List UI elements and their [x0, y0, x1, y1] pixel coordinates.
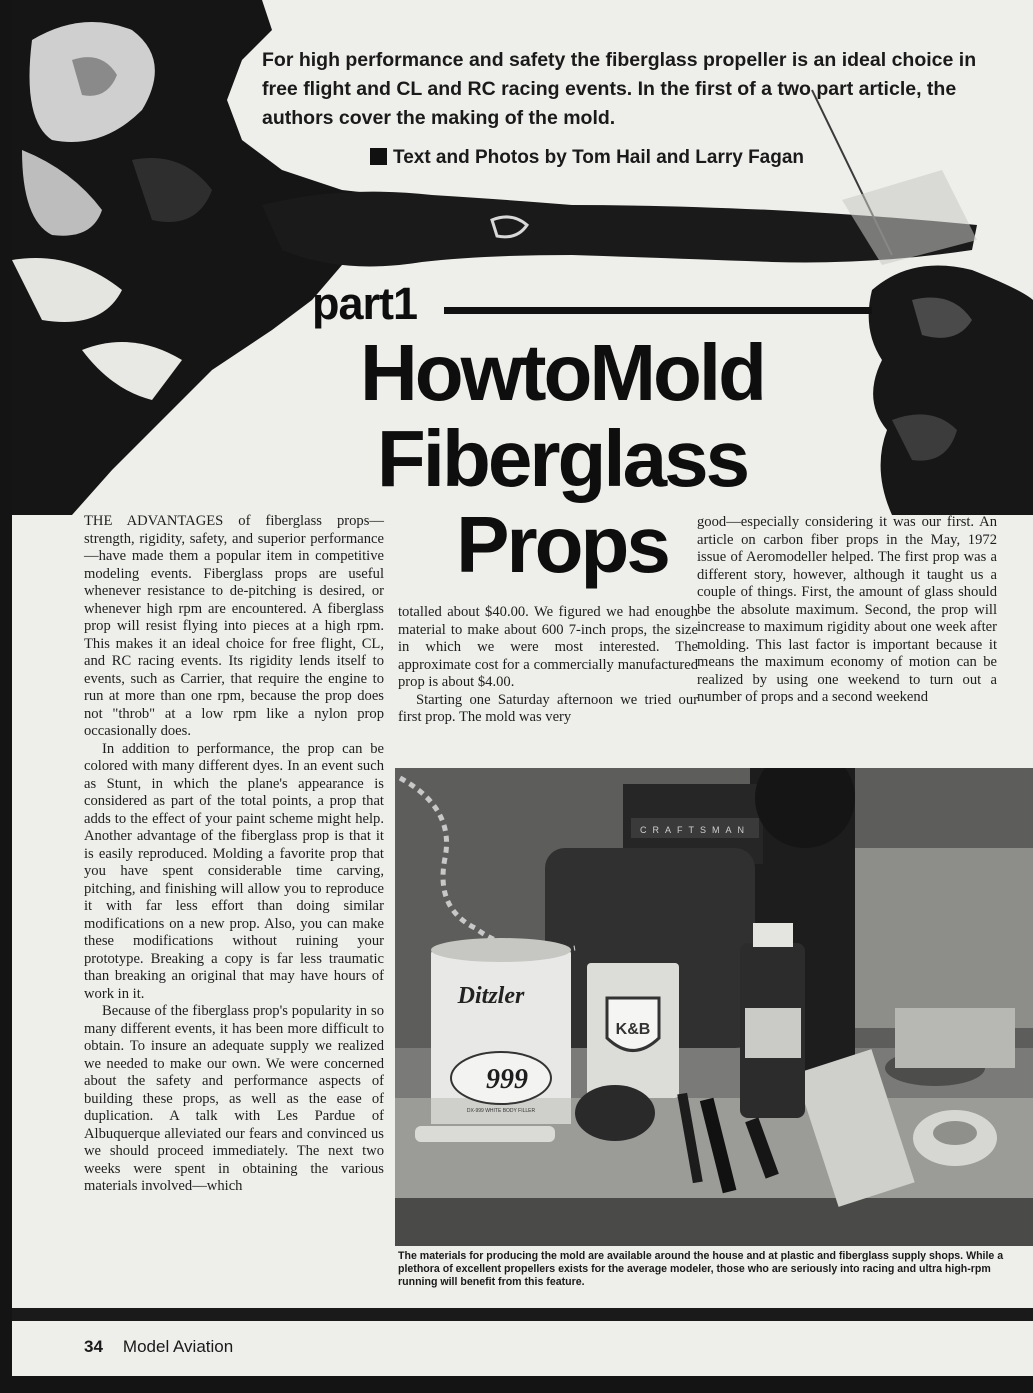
article-column-3	[697, 514, 997, 707]
byline-text: Text and Photos by Tom Hail and Larry Fagan	[393, 147, 805, 168]
magazine-page	[12, 0, 1033, 1376]
paragraph: In addition to performance, the prop can be colored with many different dyes. In an event such as Stunt, in which the plane's appearance is considered as part of the total points, a prop that adds to the effect of your paint scheme might help. Another advantage of the fiberglass prop is that it is easily reproduced. Molding a favorite prop that you have spent considerable time carving, pitching, and finishing will allow you to reproduce it with far less effort than doing similar modifications on a new prop. Also, you can make these modifications without ruining your prototype. Breaking a copy is far less traumatic than breaking an original that may have hours of work in it.	[84, 740, 384, 1002]
article-column-1	[84, 513, 384, 1196]
paragraph: good—especially considering it was our first. An article on carbon fiber props in the May, 1972 issue of Aeromodeller helped. The first prop was a different story, however, although it taught us a couple of things. First, the amount of glass should be the absolute maximum. Second, the prop will increase to maximum rigidity about one week after molding. This last factor is important because it means the maximum economy of motion can be realized by using one weekend to turn out a number of props and a second weekend	[697, 514, 997, 705]
headline-line-2: Fiberglass	[376, 414, 748, 503]
photo-caption: The materials for producing the mold are available around the house and at plastic and fiberglass supply shops. While a plethora of excellent propellers exists for the average modeler, those who are seriously into racing and ultra high-rpm running will benefit from this feature.	[398, 1250, 1004, 1288]
byline-bullet	[370, 148, 387, 165]
paragraph: Starting one Saturday afternoon we tried our first prop. The mold was very	[398, 691, 698, 725]
headline-line-3: Props	[456, 500, 668, 589]
can-brand-ditzler: Ditzler	[457, 983, 525, 1009]
materials-photo	[395, 768, 1033, 1246]
byline	[370, 147, 804, 169]
article-deck	[262, 46, 1002, 133]
drill-brand-label: CRAFTSMAN	[640, 825, 750, 835]
article-column-2	[398, 604, 698, 727]
paragraph: THE ADVANTAGES of fiberglass props—strength, rigidity, safety, and superior performance—have made them a popular item in competitive modeling events. Fiberglass props are useful whenever resistance to de-pitching is desired, or whenever high rpm are encountered. A fiberglass prop will resist flying into pieces at a high rpm. This makes it an ideal choice for free flight, CL, and RC racing events. Its rigidity lends itself to events, such as Carrier, that require the engine to run at more than one rpm, because the prop does not "throb" at a low rpm like a nylon prop occasionally does.	[84, 513, 384, 739]
footer-rule	[12, 1308, 1033, 1321]
page-footer	[84, 1337, 233, 1357]
magazine-name: Model Aviation	[122, 1337, 234, 1356]
paragraph: Because of the fiberglass prop's popularity in so many different events, it has been more difficult to obtain. To insure an adequate supply we realized we needed to make our own. We were concerned about the safety and performance aspects of building these props, as well as the ease of duplication. A talk with Les Pardue of Albuquerque alleviated our fears and convinced us we should proceed immediately. The next two weeks were spent in obtaining the various materials involved—which	[84, 1003, 384, 1194]
page-number: 34	[84, 1337, 103, 1356]
can-small-label: DX-999 WHITE BODY FILLER	[466, 1108, 536, 1114]
deck-text: For high performance and safety the fiberglass propeller is an ideal choice in free flight and CL and RC racing events. In the first of a two part article, the authors cover the making of the mold.	[262, 49, 977, 129]
can-logo-kb: K&B	[615, 1021, 651, 1038]
paragraph: totalled about $40.00. We figured we had enough material to make about 600 7-inch props, the size in which we were most interested. The approximate cost for a commercially manufactured prop is about $4.00.	[398, 604, 698, 690]
headline-line-1: HowtoMold	[360, 328, 764, 417]
can-number-999: 999	[486, 1064, 528, 1095]
part-label: part1	[312, 278, 418, 329]
